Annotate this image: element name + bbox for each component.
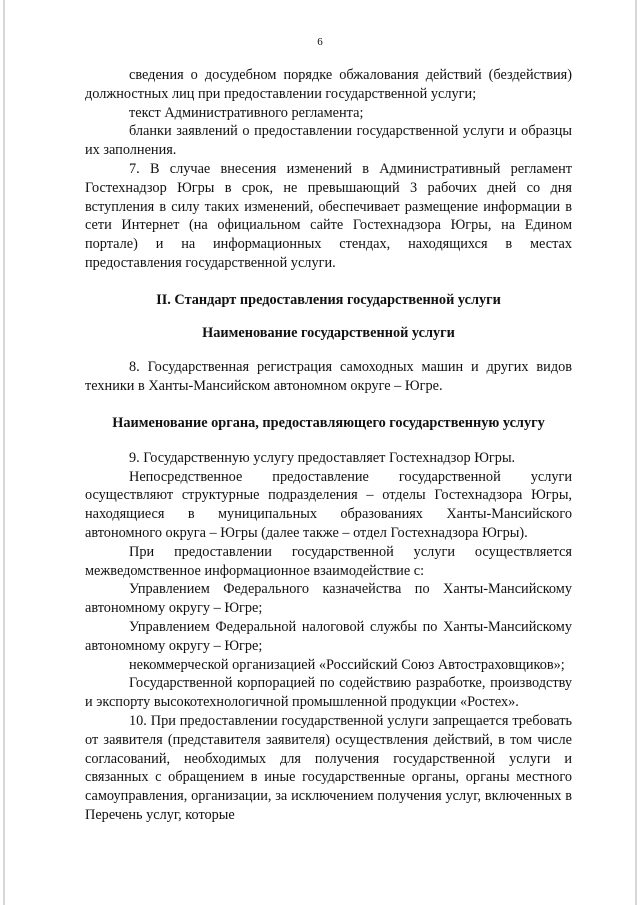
page-number: 6	[317, 36, 323, 48]
subheading-service-name: Наименование государственной услуги	[202, 324, 455, 341]
paragraph: текст Административного регламента;	[129, 104, 364, 121]
list-item: Управлением Федеральной налоговой службы по Ханты-Мансийскому автономному округу – Югре;	[85, 618, 572, 654]
list-item: Управлением Федерального казначейства по Ханты-Мансийскому автономному округу – Югре;	[85, 581, 572, 617]
paragraph-10: 10. При предоставлении государственной услуги запрещается требовать от заявителя (представителя заявителя) осуществления действий, в том числе согласований, необходимых для получения государственной услуги и связанных с обращением в иные государственные органы, органы местного самоуправления, организации, за исключением получения услуг, включенных в Перечень услуг, которые	[85, 712, 572, 823]
subheading-authority: Наименование органа, предоставляющего государственную услугу	[112, 414, 545, 431]
paragraph: сведения о досудебном порядке обжалования действий (бездействия) должностных лиц при предоставлении государственной услуги;	[85, 67, 572, 102]
paragraph-9: 9. Государственную услугу предоставляет Гостехнадзор Югры.	[129, 449, 516, 466]
paragraph: Непосредственное предоставление государственной услуги осуществляют структурные подразделения – отделы Гостехнадзора Югры, находящиеся в муниципальных образованиях Ханты-Мансийского автономного округа – Югры (далее также – отдел Гостехнадзора Югры).	[85, 468, 572, 541]
scan-edge-left	[3, 0, 5, 905]
list-item: Государственной корпорацией по содействию разработке, производству и экспорту высокотехнологичной промышленной продукции «Ростех».	[85, 675, 572, 711]
paragraph-8: 8. Государственная регистрация самоходных машин и других видов техники в Ханты-Мансийском автономном округе – Югре.	[85, 359, 572, 395]
list-item: некоммерческой организацией «Российский Союз Автостраховщиков»;	[129, 656, 565, 673]
section-heading: II. Стандарт предоставления государственной услуги	[156, 291, 501, 308]
paragraph: бланки заявлений о предоставлении государственной услуги и образцы их заполнения.	[85, 123, 572, 159]
document-body	[85, 66, 572, 825]
paragraph: При предоставлении государственной услуги осуществляется межведомственное информационное взаимодействие с:	[85, 543, 572, 579]
scan-edge-right	[635, 0, 637, 905]
paragraph-7: 7. В случае внесения изменений в Административный регламент Гостехнадзор Югры в срок, не превышающий 3 рабочих дней со дня вступления в силу таких изменений, обеспечивает размещение информации в сети Интернет (на официальном сайте Гостехнадзора Югры, на Едином портале) и на информационных стендах, находящихся в местах предоставления государственной услуги.	[85, 160, 572, 271]
